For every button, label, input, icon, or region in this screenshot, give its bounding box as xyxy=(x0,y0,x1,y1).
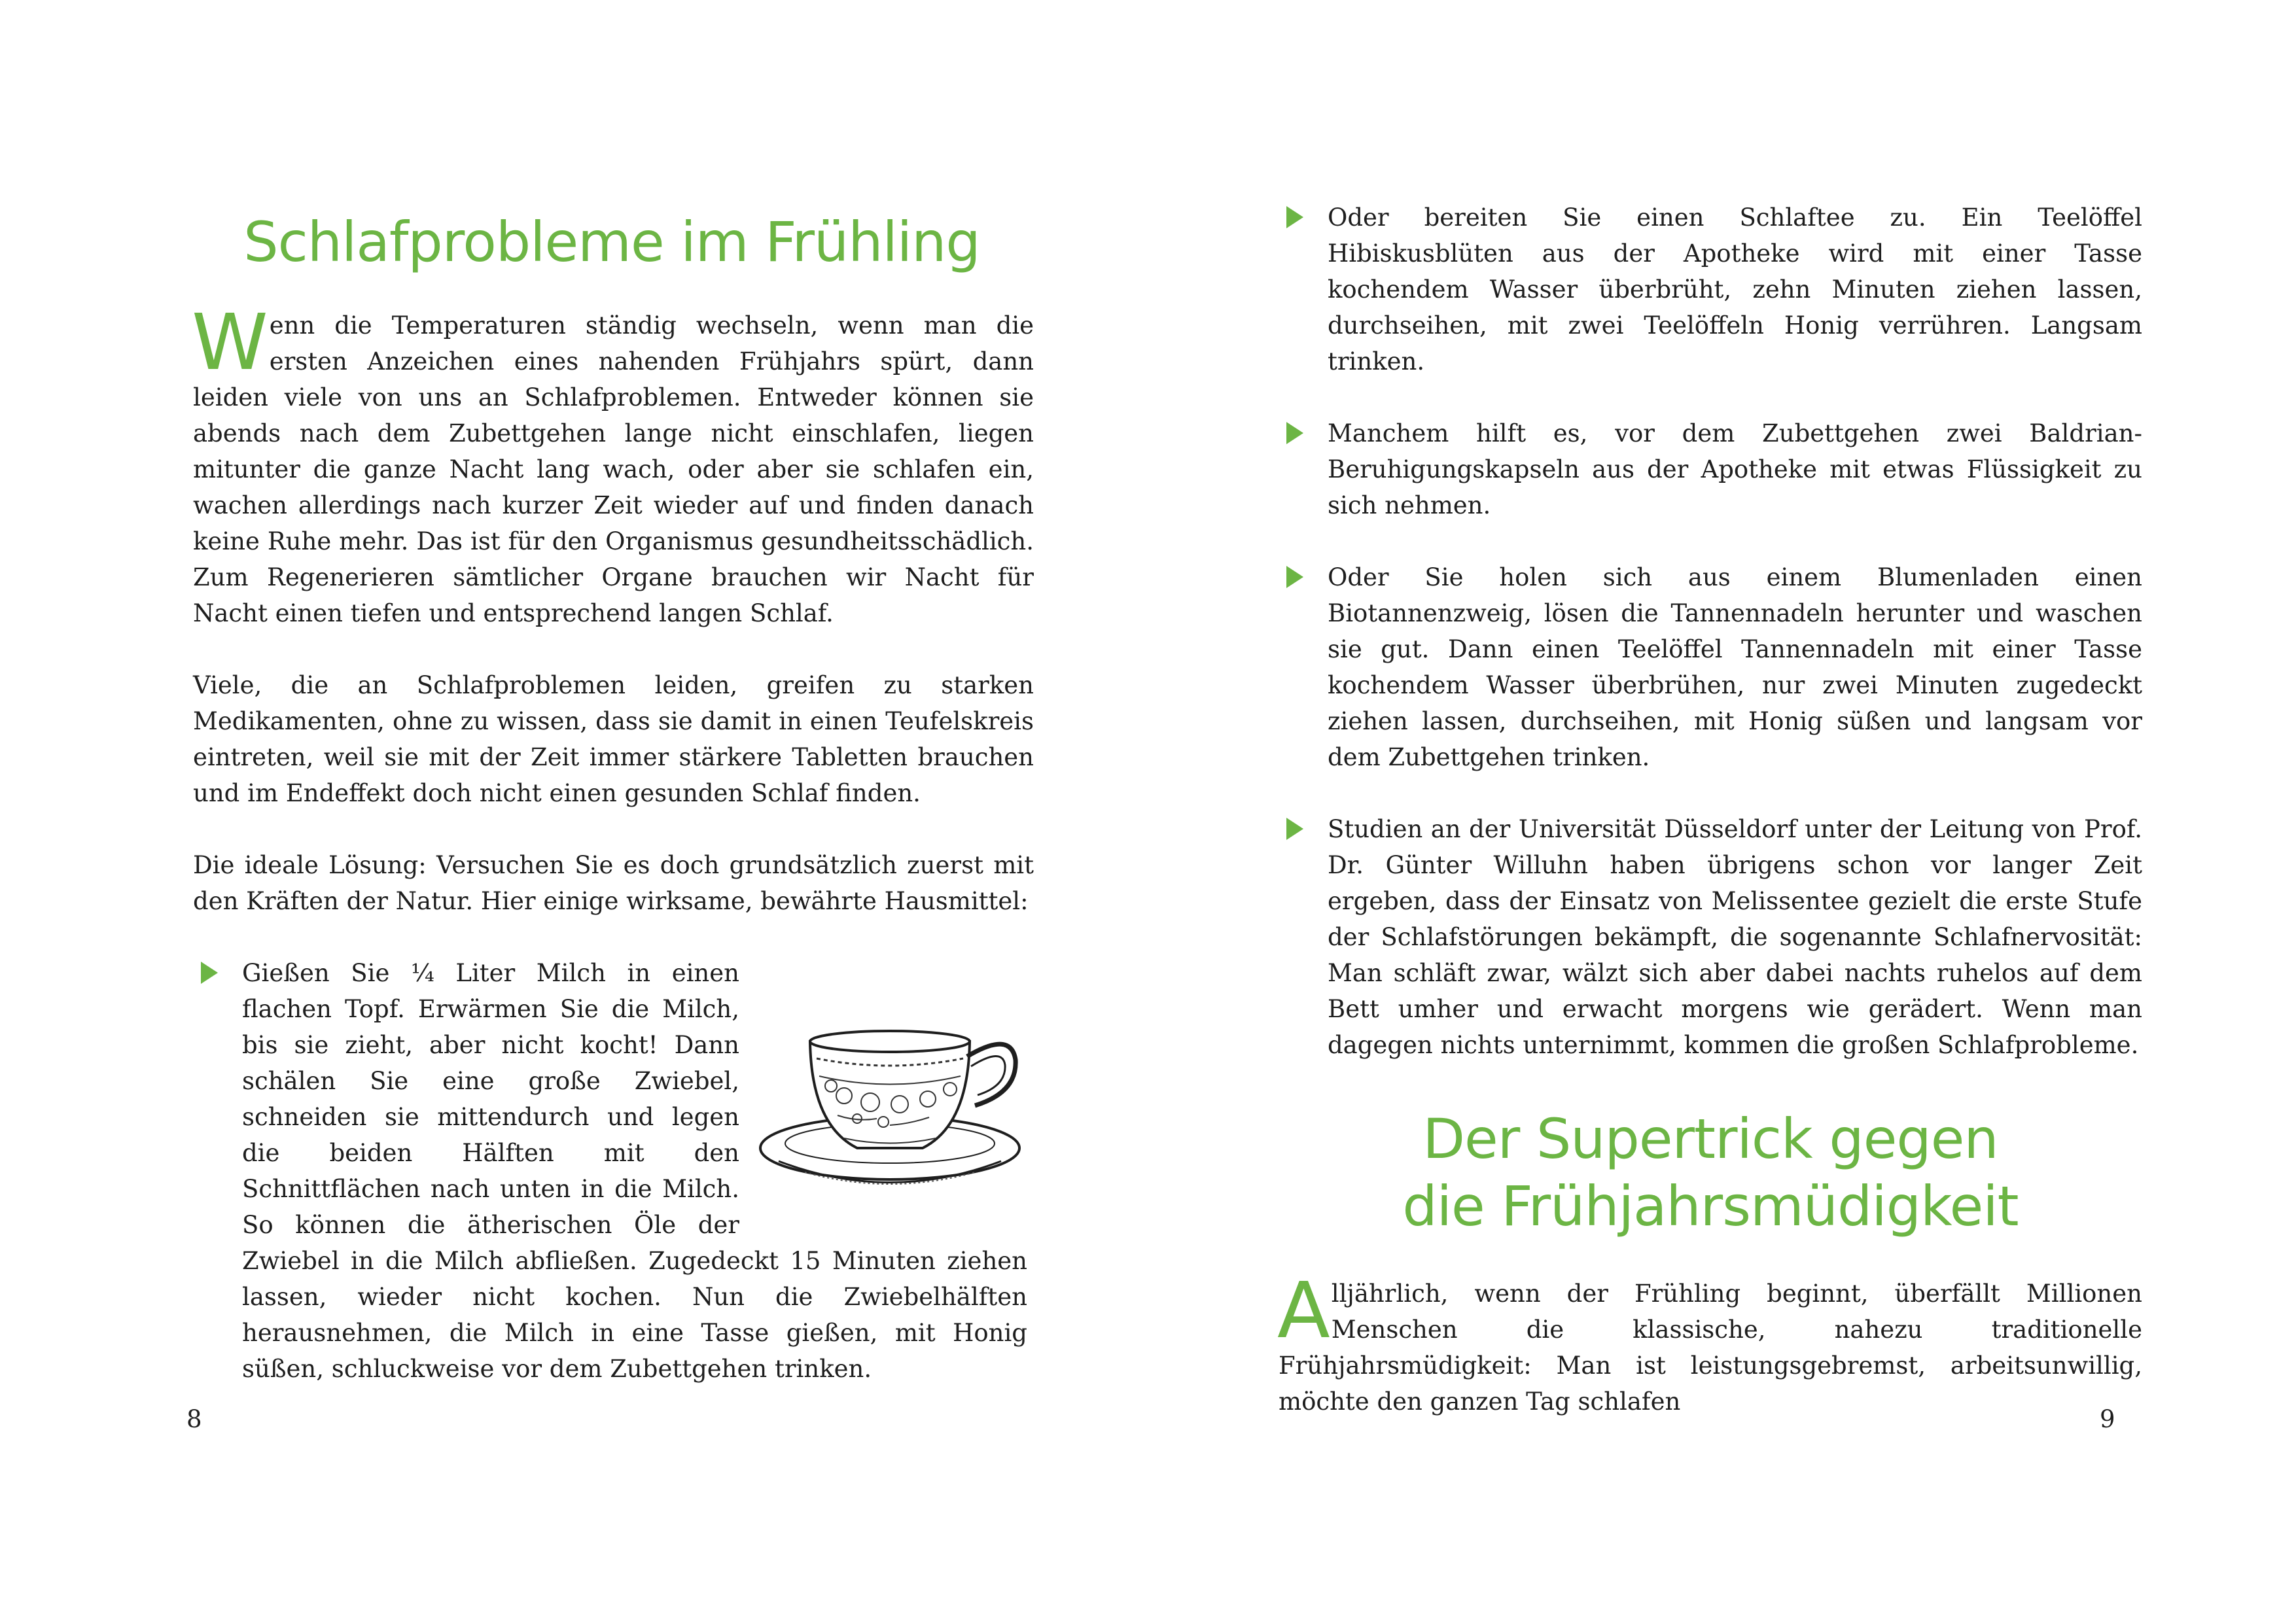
list-item xyxy=(1279,200,2142,379)
triangle-arrow-icon xyxy=(1286,422,1303,444)
page-number: 9 xyxy=(2100,1405,2115,1433)
bullet-text: Oder Sie holen sich aus einem Blumenladen einen Biotannenzweig, lösen die Tannennadeln herunter und waschen sie gut. Dann einen Teelöffel Tannennadeln mit einer Tasse kochendem Wasser überbrühen, nur zwei Minuten zugedeckt ziehen lassen, durchseihen, mit Honig süßen und langsam vor dem Zubettgehen trinken. xyxy=(1328,563,2142,771)
right-body xyxy=(1279,200,2142,1099)
medication-paragraph: Viele, die an Schlafproblemen leiden, greifen zu starken Medikamenten, ohne zu wissen, dass sie damit in einen Teufelskreis eintreten, weil sie mit der Zeit immer stärkere Tabletten brauchen und im Endeffekt doch nicht einen gesunden Schlaf finden. xyxy=(193,671,1034,807)
solution-paragraph: Die ideale Lösung: Versuchen Sie es doch grundsätzlich zuerst mit den Kräften der Natur. Hier einige wirksame, bewährte Hausmittel: xyxy=(193,851,1034,915)
spring-fatigue-paragraph xyxy=(1277,1265,2142,1420)
triangle-arrow-icon xyxy=(1286,566,1303,588)
page-title: Schlafprobleme im Frühling xyxy=(243,210,980,274)
bullet-text: Gießen Sie ¼ Liter Milch in einen flachen Topf. Erwärmen Sie die Milch, bis sie zieht, aber nicht kocht! Dann schälen Sie eine große Zwiebel, schneiden sie mittendurch und legen die beiden Hälften mit den Schnittflächen nach unten in die Milch. So können die ätherischen Öle der Zwiebel in die Milch abfließen. Zugedeckt 15 Minuten ziehen lassen, wieder nicht kochen. Nun die Zwiebelhälften herausnehmen, die Milch in eine Tasse gießen, mit Honig süßen, schluckweise vor dem Zubettgehen trinken. xyxy=(242,959,1027,1383)
triangle-arrow-icon xyxy=(1286,206,1303,228)
section-heading xyxy=(1279,1106,2142,1240)
right-body-bottom xyxy=(1277,1265,2142,1420)
drop-cap: A xyxy=(1277,1265,1330,1355)
teacup-illustration xyxy=(759,1027,1034,1223)
section-heading-line-2: die Frühjahrsmüdigkeit xyxy=(1402,1174,2019,1238)
section-heading-line-1: Der Supertrick gegen xyxy=(1422,1107,1998,1171)
bullet-text: Manchem hilft es, vor dem Zubettgehen zwei Baldrian-Beruhigungskapseln aus der Apotheke mit etwas Flüssigkeit zu sich nehmen. xyxy=(1328,419,2142,519)
right-page xyxy=(1148,0,2296,1623)
left-body xyxy=(192,297,1034,1387)
intro-paragraph xyxy=(192,297,1034,631)
triangle-arrow-icon xyxy=(201,962,218,984)
drop-cap: W xyxy=(192,297,268,387)
list-item xyxy=(1279,811,2142,1063)
bullet-text: Studien an der Universität Düsseldorf unter der Leitung von Prof. Dr. Günter Willuhn haben übrigens schon vor langer Zeit ergeben, dass der Einsatz von Melissentee gezielt die erste Stufe der Schlafstörungen bekämpft, die sogenannte Schlafnervosität: Man schläft zwar, wälzt sich aber dabei nachts ruhelos auf dem Bett umher und erwacht morgens wie gerädert. Wenn man dagegen nichts unternimmt, kommen die großen Schlafprobleme. xyxy=(1328,815,2142,1059)
list-item xyxy=(1279,415,2142,523)
spring-fatigue-text: lljährlich, wenn der Frühling beginnt, überfällt Millionen Menschen die klassische, nahezu traditionelle Frühjahrsmüdigkeit: Man ist leistungsgebremst, arbeitsunwillig, möchte den ganzen Tag schlafen xyxy=(1279,1280,2142,1416)
bullet-text: Oder bereiten Sie einen Schlaftee zu. Ein Teelöffel Hibiskusblüten aus der Apotheke wird mit einer Tasse kochendem Wasser überbrüht, zehn Minuten ziehen lassen, durchseihen, mit zwei Teelöffeln Honig verrühren. Langsam trinken. xyxy=(1328,203,2142,375)
page-number: 8 xyxy=(186,1405,202,1433)
list-item xyxy=(193,955,1034,1387)
triangle-arrow-icon xyxy=(1286,818,1303,840)
intro-text: enn die Temperaturen ständig wechseln, wenn man die ersten Anzeichen eines nahenden Frühjahrs spürt, dann leiden viele von uns an Schlafproblemen. Entweder können sie abends nach dem Zubettgehen lange nicht einschlafen, liegen mitunter die ganze Nacht lang wach, oder aber sie schlafen ein, wachen allerdings nach kurzer Zeit wieder auf und finden danach keine Ruhe mehr. Das ist für den Organismus gesundheitsschädlich. Zum Regenerieren sämtlicher Organe brauchen wir Nacht für Nacht einen tiefen und entsprechend langen Schlaf. xyxy=(193,311,1034,627)
list-item xyxy=(1279,559,2142,775)
